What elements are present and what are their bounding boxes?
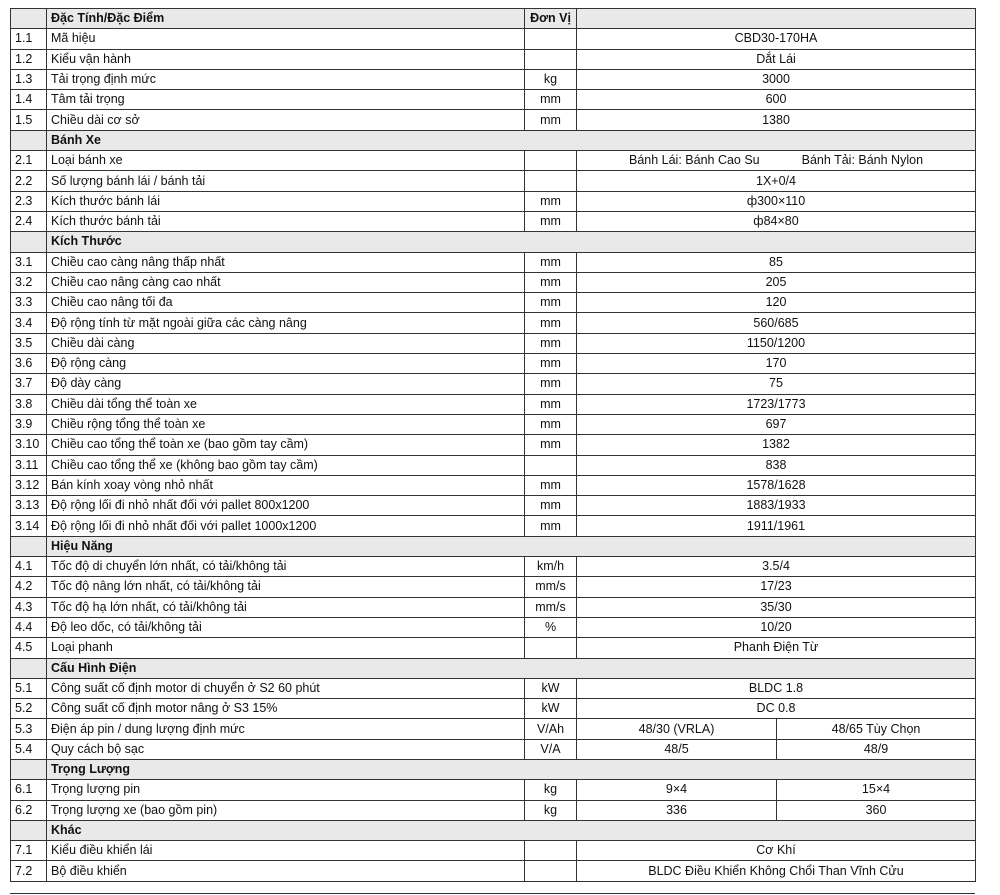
spec-row	[11, 354, 976, 374]
row-number: 3.13	[11, 496, 47, 516]
row-unit: mm	[525, 293, 577, 313]
row-unit: mm	[525, 374, 577, 394]
row-value: 560/685	[577, 313, 976, 333]
row-number: 1.1	[11, 29, 47, 49]
row-number: 2.4	[11, 211, 47, 231]
row-label: Độ rộng càng	[47, 354, 525, 374]
spec-table-body	[11, 9, 976, 882]
spec-row	[11, 557, 976, 577]
row-value: 1X+0/4	[577, 171, 976, 191]
row-unit: mm	[525, 90, 577, 110]
section-header	[11, 759, 976, 779]
row-value: 3000	[577, 69, 976, 89]
row-unit: mm	[525, 191, 577, 211]
row-label: Điện áp pin / dung lượng định mức	[47, 719, 525, 739]
row-value: DC 0.8	[577, 699, 976, 719]
spec-row	[11, 49, 976, 69]
section-title: Khác	[47, 820, 976, 840]
spec-row	[11, 29, 976, 49]
row-label: Công suất cố định motor di chuyển ở S2 60 phút	[47, 678, 525, 698]
row-unit: mm/s	[525, 577, 577, 597]
row-label: Loại bánh xe	[47, 151, 525, 171]
row-number: 2.2	[11, 171, 47, 191]
header-unit: Đơn Vị	[525, 9, 577, 29]
row-number: 3.6	[11, 354, 47, 374]
row-unit: mm	[525, 333, 577, 353]
row-value: 120	[577, 293, 976, 313]
spec-row	[11, 455, 976, 475]
row-value: 600	[577, 90, 976, 110]
section-no-cell	[11, 130, 47, 150]
header-no-cell	[11, 9, 47, 29]
row-unit: mm	[525, 211, 577, 231]
row-number: 4.3	[11, 597, 47, 617]
spec-row	[11, 800, 976, 820]
spec-row	[11, 272, 976, 292]
row-unit: mm	[525, 272, 577, 292]
spec-row	[11, 191, 976, 211]
row-label: Chiều cao càng nâng thấp nhất	[47, 252, 525, 272]
row-value	[577, 151, 976, 171]
row-value-standard: 48/30 (VRLA)	[577, 719, 777, 739]
row-number: 4.2	[11, 577, 47, 597]
row-label: Bộ điều khiển	[47, 861, 525, 881]
row-number: 3.5	[11, 333, 47, 353]
row-label: Kiểu điều khiển lái	[47, 841, 525, 861]
row-label: Chiều rộng tổng thể toàn xe	[47, 414, 525, 434]
row-unit: mm	[525, 414, 577, 434]
row-value: 1578/1628	[577, 475, 976, 495]
spec-row	[11, 780, 976, 800]
section-title: Hiệu Năng	[47, 536, 976, 556]
row-unit	[525, 49, 577, 69]
row-unit: kg	[525, 800, 577, 820]
row-label: Bán kính xoay vòng nhỏ nhất	[47, 475, 525, 495]
row-number: 5.1	[11, 678, 47, 698]
row-unit	[525, 29, 577, 49]
row-unit: mm	[525, 475, 577, 495]
row-unit: mm	[525, 110, 577, 130]
spec-row	[11, 861, 976, 881]
row-value: Phanh Điện Từ	[577, 638, 976, 658]
row-label: Tốc độ nâng lớn nhất, có tải/không tải	[47, 577, 525, 597]
row-label: Độ rộng tính từ mặt ngoài giữa các càng nâng	[47, 313, 525, 333]
row-label: Chiều dài cơ sở	[47, 110, 525, 130]
row-value: 170	[577, 354, 976, 374]
row-label: Tải trọng định mức	[47, 69, 525, 89]
row-number: 5.4	[11, 739, 47, 759]
row-value: 1883/1933	[577, 496, 976, 516]
row-number: 1.5	[11, 110, 47, 130]
row-label: Độ dày càng	[47, 374, 525, 394]
row-number: 3.9	[11, 414, 47, 434]
section-header	[11, 658, 976, 678]
row-number: 3.12	[11, 475, 47, 495]
row-value: BLDC 1.8	[577, 678, 976, 698]
header-value-cell	[577, 9, 976, 29]
row-label: Độ rộng lối đi nhỏ nhất đối với pallet 1000x1200	[47, 516, 525, 536]
row-number: 1.4	[11, 90, 47, 110]
header-feature: Đặc Tính/Đặc Điểm	[47, 9, 525, 29]
spec-row	[11, 394, 976, 414]
row-value-part: Bánh Tải: Bánh Nylon	[801, 153, 924, 168]
spec-row	[11, 69, 976, 89]
row-unit	[525, 455, 577, 475]
row-unit: mm	[525, 435, 577, 455]
row-value: Cơ Khí	[577, 841, 976, 861]
row-number: 6.2	[11, 800, 47, 820]
row-label: Độ leo dốc, có tải/không tải	[47, 617, 525, 637]
row-value: 3.5/4	[577, 557, 976, 577]
row-label: Chiều cao tổng thể toàn xe (bao gồm tay cầm)	[47, 435, 525, 455]
row-value-standard: 336	[577, 800, 777, 820]
spec-row	[11, 110, 976, 130]
row-unit	[525, 861, 577, 881]
row-number: 1.3	[11, 69, 47, 89]
spec-row	[11, 435, 976, 455]
spec-row	[11, 171, 976, 191]
row-label: Trọng lượng pin	[47, 780, 525, 800]
row-number: 4.4	[11, 617, 47, 637]
row-unit: mm	[525, 313, 577, 333]
spec-row	[11, 151, 976, 171]
row-number: 7.2	[11, 861, 47, 881]
row-value: ф300×110	[577, 191, 976, 211]
row-unit: mm	[525, 394, 577, 414]
row-value: Dắt Lái	[577, 49, 976, 69]
spec-row	[11, 516, 976, 536]
header-row	[11, 9, 976, 29]
spec-row	[11, 699, 976, 719]
row-unit: mm	[525, 516, 577, 536]
row-value: 205	[577, 272, 976, 292]
row-unit: kW	[525, 678, 577, 698]
spec-row	[11, 597, 976, 617]
row-label: Tốc độ hạ lớn nhất, có tải/không tải	[47, 597, 525, 617]
row-value: 35/30	[577, 597, 976, 617]
row-label: Tốc độ di chuyển lớn nhất, có tải/không tải	[47, 557, 525, 577]
row-number: 3.3	[11, 293, 47, 313]
row-value-option: 48/9	[777, 739, 976, 759]
section-title: Bánh Xe	[47, 130, 976, 150]
row-number: 3.2	[11, 272, 47, 292]
row-number: 2.1	[11, 151, 47, 171]
spec-row	[11, 90, 976, 110]
row-value-standard: 48/5	[577, 739, 777, 759]
spec-row	[11, 577, 976, 597]
row-unit: kW	[525, 699, 577, 719]
spec-row	[11, 719, 976, 739]
row-value-part: Bánh Lái: Bánh Cao Su	[628, 153, 760, 168]
section-title: Cấu Hình Điện	[47, 658, 976, 678]
table-bottom-rule	[10, 893, 975, 894]
row-unit: mm/s	[525, 597, 577, 617]
row-number: 2.3	[11, 191, 47, 211]
spec-table	[10, 8, 976, 882]
row-number: 6.1	[11, 780, 47, 800]
row-label: Kiểu vận hành	[47, 49, 525, 69]
row-number: 3.14	[11, 516, 47, 536]
row-label: Độ rộng lối đi nhỏ nhất đối với pallet 800x1200	[47, 496, 525, 516]
row-label: Chiều cao nâng càng cao nhất	[47, 272, 525, 292]
spec-row	[11, 475, 976, 495]
row-value-option: 360	[777, 800, 976, 820]
section-header	[11, 232, 976, 252]
row-unit: km/h	[525, 557, 577, 577]
row-number: 4.5	[11, 638, 47, 658]
row-unit: kg	[525, 69, 577, 89]
row-value: 17/23	[577, 577, 976, 597]
spec-row	[11, 496, 976, 516]
spec-row	[11, 333, 976, 353]
row-number: 3.10	[11, 435, 47, 455]
row-value: 75	[577, 374, 976, 394]
spec-row	[11, 678, 976, 698]
spec-row	[11, 313, 976, 333]
row-label: Chiều cao tổng thể xe (không bao gồm tay cầm)	[47, 455, 525, 475]
spec-row	[11, 252, 976, 272]
row-number: 1.2	[11, 49, 47, 69]
row-label: Tâm tải trọng	[47, 90, 525, 110]
row-unit	[525, 841, 577, 861]
row-label: Công suất cố định motor nâng ở S3 15%	[47, 699, 525, 719]
row-label: Kích thước bánh tải	[47, 211, 525, 231]
row-value: 838	[577, 455, 976, 475]
row-number: 3.8	[11, 394, 47, 414]
row-number: 3.1	[11, 252, 47, 272]
row-label: Trọng lượng xe (bao gồm pin)	[47, 800, 525, 820]
row-unit: V/A	[525, 739, 577, 759]
row-number: 7.1	[11, 841, 47, 861]
row-label: Loại phanh	[47, 638, 525, 658]
section-header	[11, 820, 976, 840]
section-no-cell	[11, 658, 47, 678]
row-label: Mã hiệu	[47, 29, 525, 49]
row-value: 1723/1773	[577, 394, 976, 414]
section-title: Kích Thước	[47, 232, 976, 252]
row-unit: V/Ah	[525, 719, 577, 739]
spec-row	[11, 414, 976, 434]
row-unit: mm	[525, 252, 577, 272]
spec-row	[11, 617, 976, 637]
row-number: 3.11	[11, 455, 47, 475]
row-unit	[525, 171, 577, 191]
section-header	[11, 130, 976, 150]
section-no-cell	[11, 536, 47, 556]
row-value: 85	[577, 252, 976, 272]
row-unit: mm	[525, 354, 577, 374]
spec-row	[11, 293, 976, 313]
row-value: 10/20	[577, 617, 976, 637]
spec-row	[11, 841, 976, 861]
row-unit	[525, 638, 577, 658]
row-value: CBD30-170HA	[577, 29, 976, 49]
row-value: 1150/1200	[577, 333, 976, 353]
row-number: 5.2	[11, 699, 47, 719]
section-header	[11, 536, 976, 556]
row-value: ф84×80	[577, 211, 976, 231]
row-label: Kích thước bánh lái	[47, 191, 525, 211]
row-unit: kg	[525, 780, 577, 800]
row-label: Chiều dài càng	[47, 333, 525, 353]
row-value-option: 48/65 Tùy Chọn	[777, 719, 976, 739]
row-number: 5.3	[11, 719, 47, 739]
row-label: Số lượng bánh lái / bánh tải	[47, 171, 525, 191]
section-no-cell	[11, 759, 47, 779]
row-value: 1911/1961	[577, 516, 976, 536]
row-value: 1382	[577, 435, 976, 455]
spec-row	[11, 638, 976, 658]
section-no-cell	[11, 232, 47, 252]
row-value-option: 15×4	[777, 780, 976, 800]
row-value-standard: 9×4	[577, 780, 777, 800]
row-number: 3.4	[11, 313, 47, 333]
row-number: 4.1	[11, 557, 47, 577]
section-no-cell	[11, 820, 47, 840]
spec-row	[11, 211, 976, 231]
section-title: Trọng Lượng	[47, 759, 976, 779]
row-value: 697	[577, 414, 976, 434]
row-value: BLDC Điều Khiển Không Chổi Than Vĩnh Cửu	[577, 861, 976, 881]
row-unit: %	[525, 617, 577, 637]
row-value: 1380	[577, 110, 976, 130]
row-label: Chiều cao nâng tối đa	[47, 293, 525, 313]
row-unit	[525, 151, 577, 171]
row-unit: mm	[525, 496, 577, 516]
row-label: Quy cách bộ sạc	[47, 739, 525, 759]
spec-row	[11, 374, 976, 394]
spec-row	[11, 739, 976, 759]
row-label: Chiều dài tổng thể toàn xe	[47, 394, 525, 414]
row-number: 3.7	[11, 374, 47, 394]
